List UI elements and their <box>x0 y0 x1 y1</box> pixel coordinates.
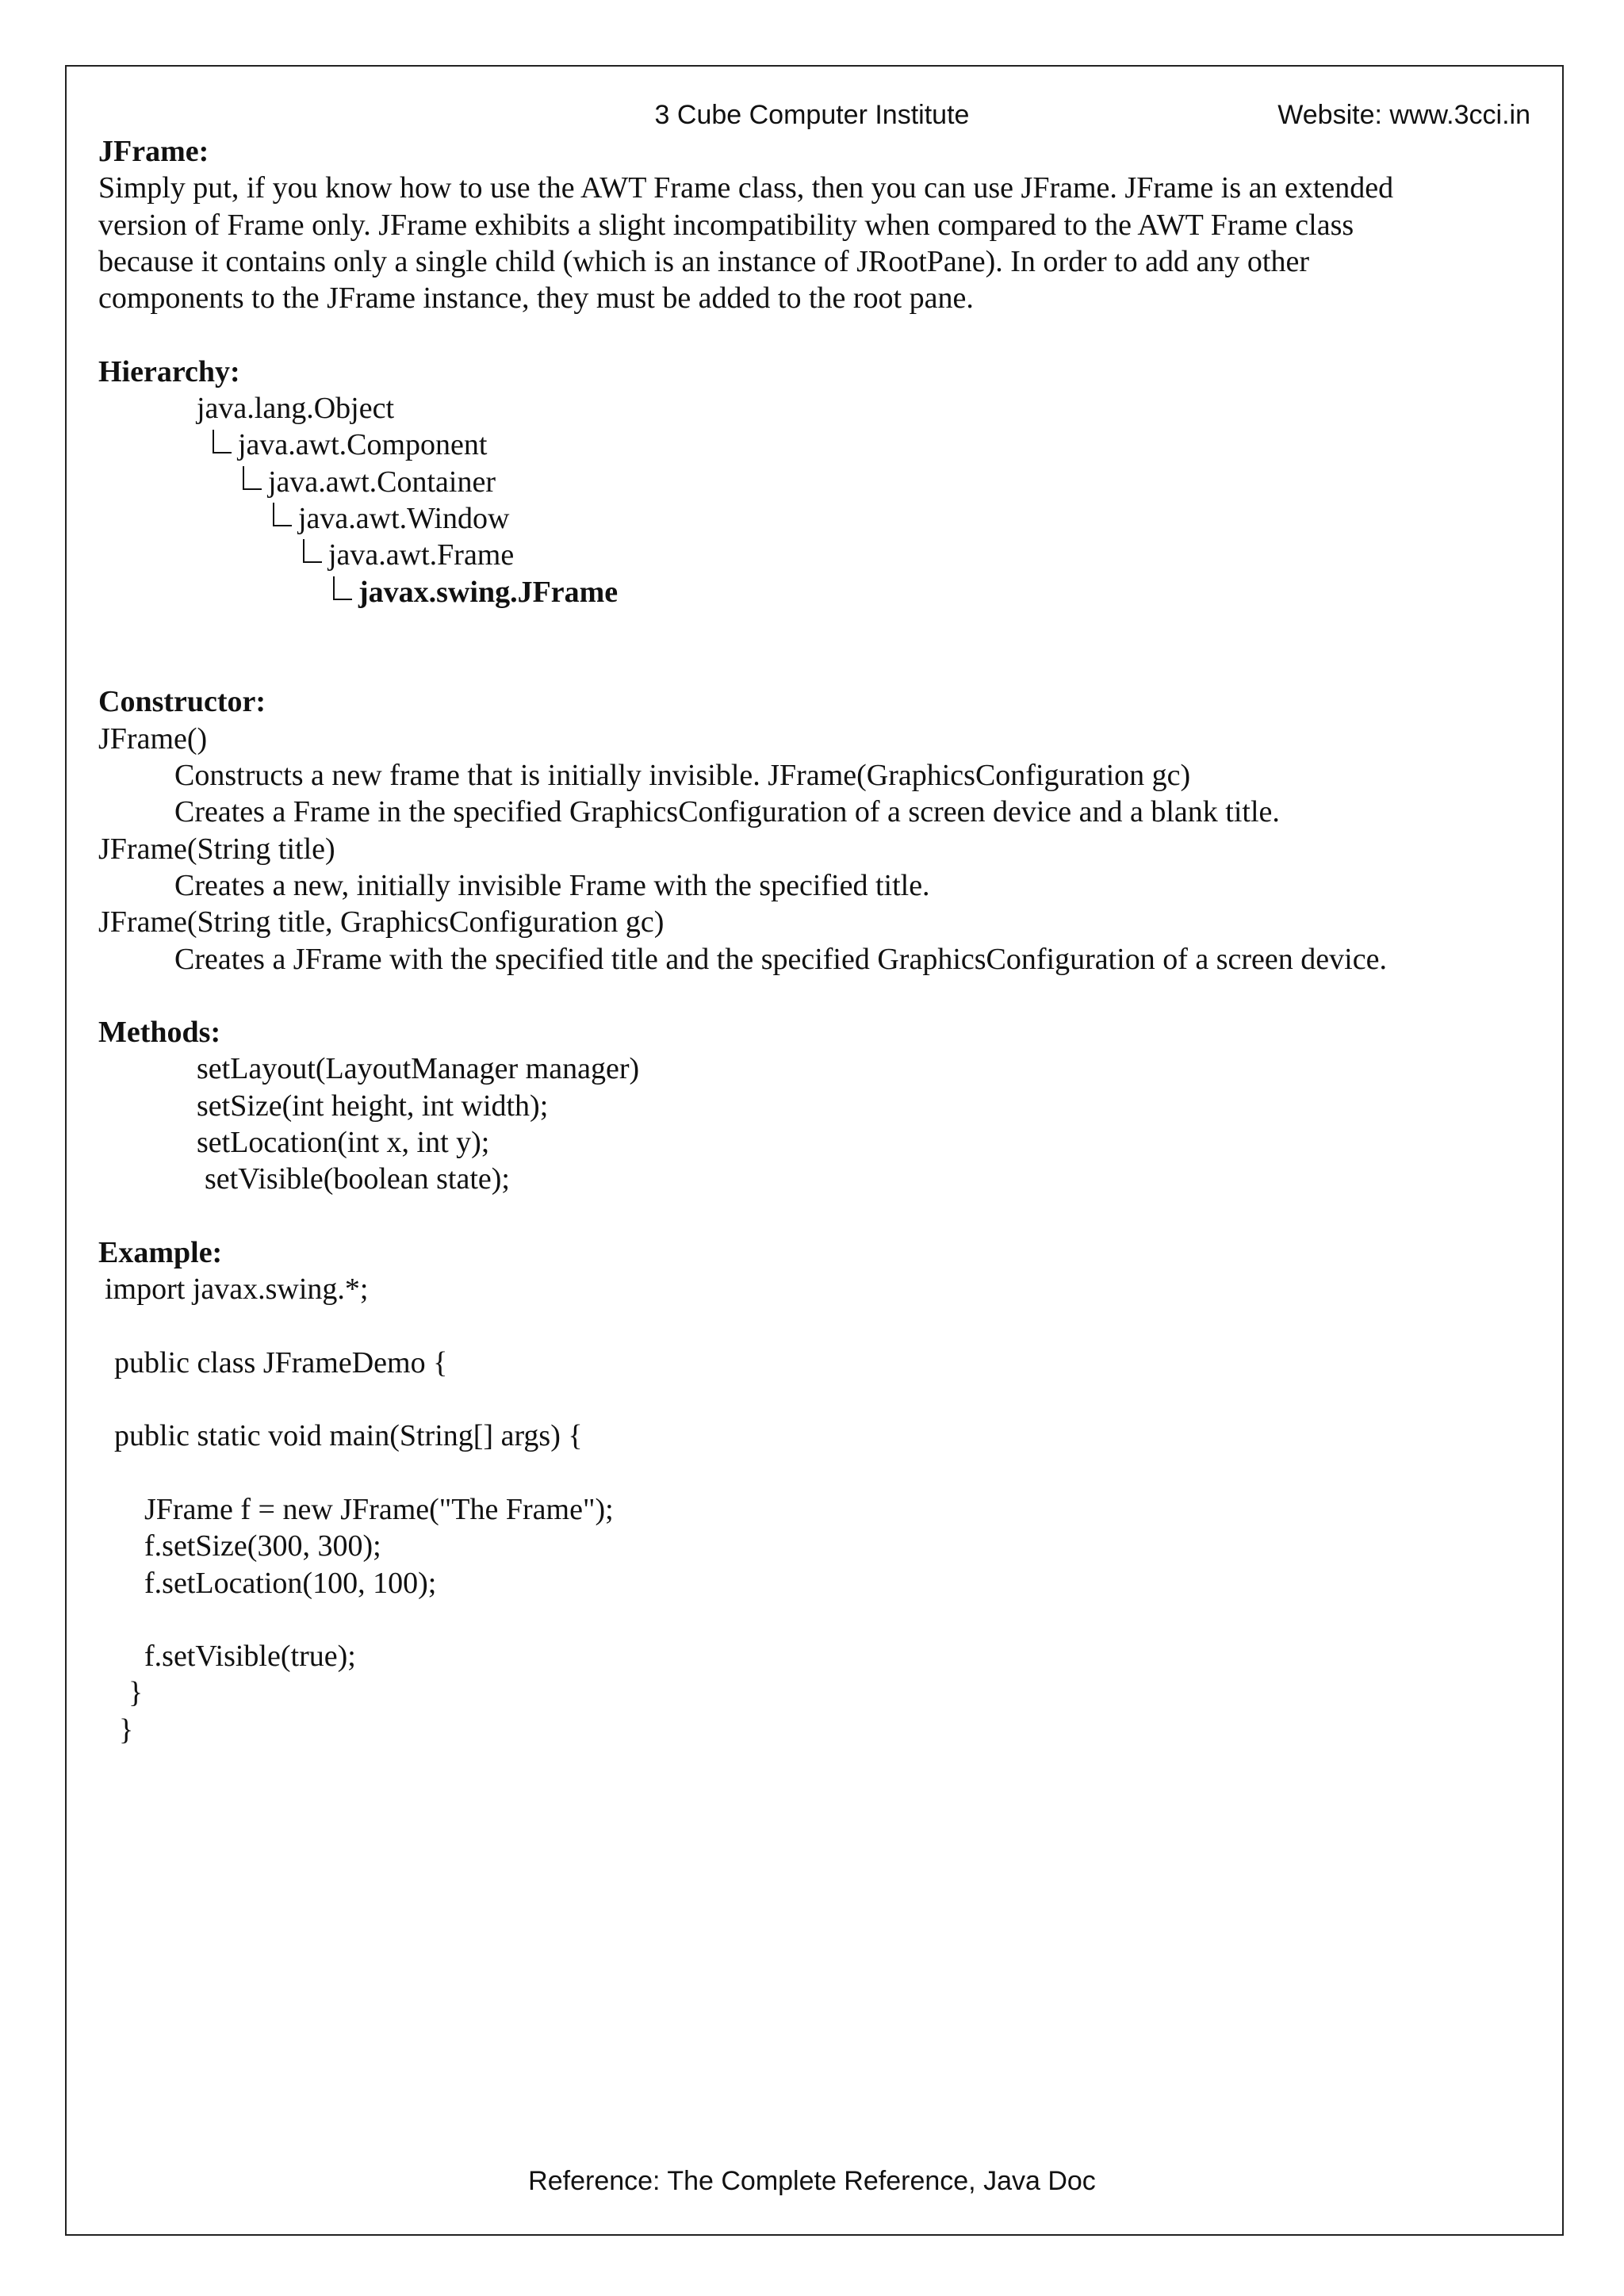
header-website: Website: www.3cci.in <box>1277 100 1530 130</box>
header-institute: 3 Cube Computer Institute <box>654 100 970 130</box>
code-line: f.setSize(300, 300); <box>144 1529 381 1563</box>
constructor-description: Creates a Frame in the specified GraphicsConfiguration of a screen device and a blank title. <box>174 795 1280 829</box>
hierarchy-item <box>98 574 1526 610</box>
example-heading: Example: <box>98 1235 223 1269</box>
tree-branch-icon <box>213 430 232 453</box>
hierarchy-item-label: java.lang.Object <box>197 392 395 426</box>
tree-branch-icon <box>303 539 322 563</box>
hierarchy-item-label: java.awt.Container <box>268 465 496 499</box>
hierarchy-item <box>98 500 1526 537</box>
constructor-description: Creates a JFrame with the specified title and the specified GraphicsConfiguration of a screen device. <box>174 942 1387 976</box>
constructor-description: Creates a new, initially invisible Frame with the specified title. <box>174 868 930 902</box>
method-item: setVisible(boolean state); <box>205 1162 510 1196</box>
code-line: f.setLocation(100, 100); <box>144 1566 437 1600</box>
hierarchy-item <box>98 427 1526 463</box>
hierarchy-item <box>98 537 1526 573</box>
constructor-signature: JFrame(String title, GraphicsConfiguration gc) <box>98 905 665 939</box>
footer-reference: Reference: The Complete Reference, Java Doc <box>528 2166 1096 2196</box>
method-item: setSize(int height, int width); <box>197 1089 549 1123</box>
constructor-heading: Constructor: <box>98 685 266 719</box>
code-line: JFrame f = new JFrame("The Frame"); <box>144 1492 614 1526</box>
document-body <box>98 133 1526 1748</box>
jframe-heading: JFrame: <box>98 135 209 168</box>
code-line: public static void main(String[] args) { <box>114 1419 583 1453</box>
jframe-paragraph-line: Simply put, if you know how to use the AWT Frame class, then you can use JFrame. JFrame is an extended <box>98 171 1394 205</box>
hierarchy-item-label: java.awt.Window <box>298 501 510 535</box>
code-line: } <box>128 1676 144 1710</box>
tree-branch-icon <box>333 576 352 600</box>
hierarchy-item-label: java.awt.Component <box>238 428 488 462</box>
hierarchy-item-label: javax.swing.JFrame <box>358 575 619 609</box>
hierarchy-heading: Hierarchy: <box>98 354 240 388</box>
constructor-signature: JFrame(String title) <box>98 832 335 866</box>
jframe-paragraph-line: components to the JFrame instance, they must be added to the root pane. <box>98 281 974 316</box>
code-line: f.setVisible(true); <box>144 1640 356 1674</box>
methods-heading: Methods: <box>98 1016 221 1050</box>
jframe-paragraph-line: version of Frame only. JFrame exhibits a slight incompatibility when compared to the AWT Frame class <box>98 208 1354 242</box>
hierarchy-item-label: java.awt.Frame <box>328 538 515 572</box>
tree-branch-icon <box>243 466 262 490</box>
hierarchy-item <box>98 464 1526 500</box>
code-line: import javax.swing.*; <box>105 1272 369 1307</box>
code-line: public class JFrameDemo { <box>114 1345 448 1380</box>
method-item: setLocation(int x, int y); <box>197 1126 490 1160</box>
hierarchy-item <box>98 390 1526 427</box>
jframe-paragraph-line: because it contains only a single child (which is an instance of JRootPane). In order to add any other <box>98 244 1309 278</box>
tree-branch-icon <box>273 503 292 526</box>
constructor-signature: JFrame() <box>98 721 208 756</box>
code-line: } <box>119 1712 134 1747</box>
method-item: setLayout(LayoutManager manager) <box>197 1052 640 1086</box>
constructor-description: Constructs a new frame that is initially invisible. JFrame(GraphicsConfiguration gc) <box>174 759 1191 793</box>
